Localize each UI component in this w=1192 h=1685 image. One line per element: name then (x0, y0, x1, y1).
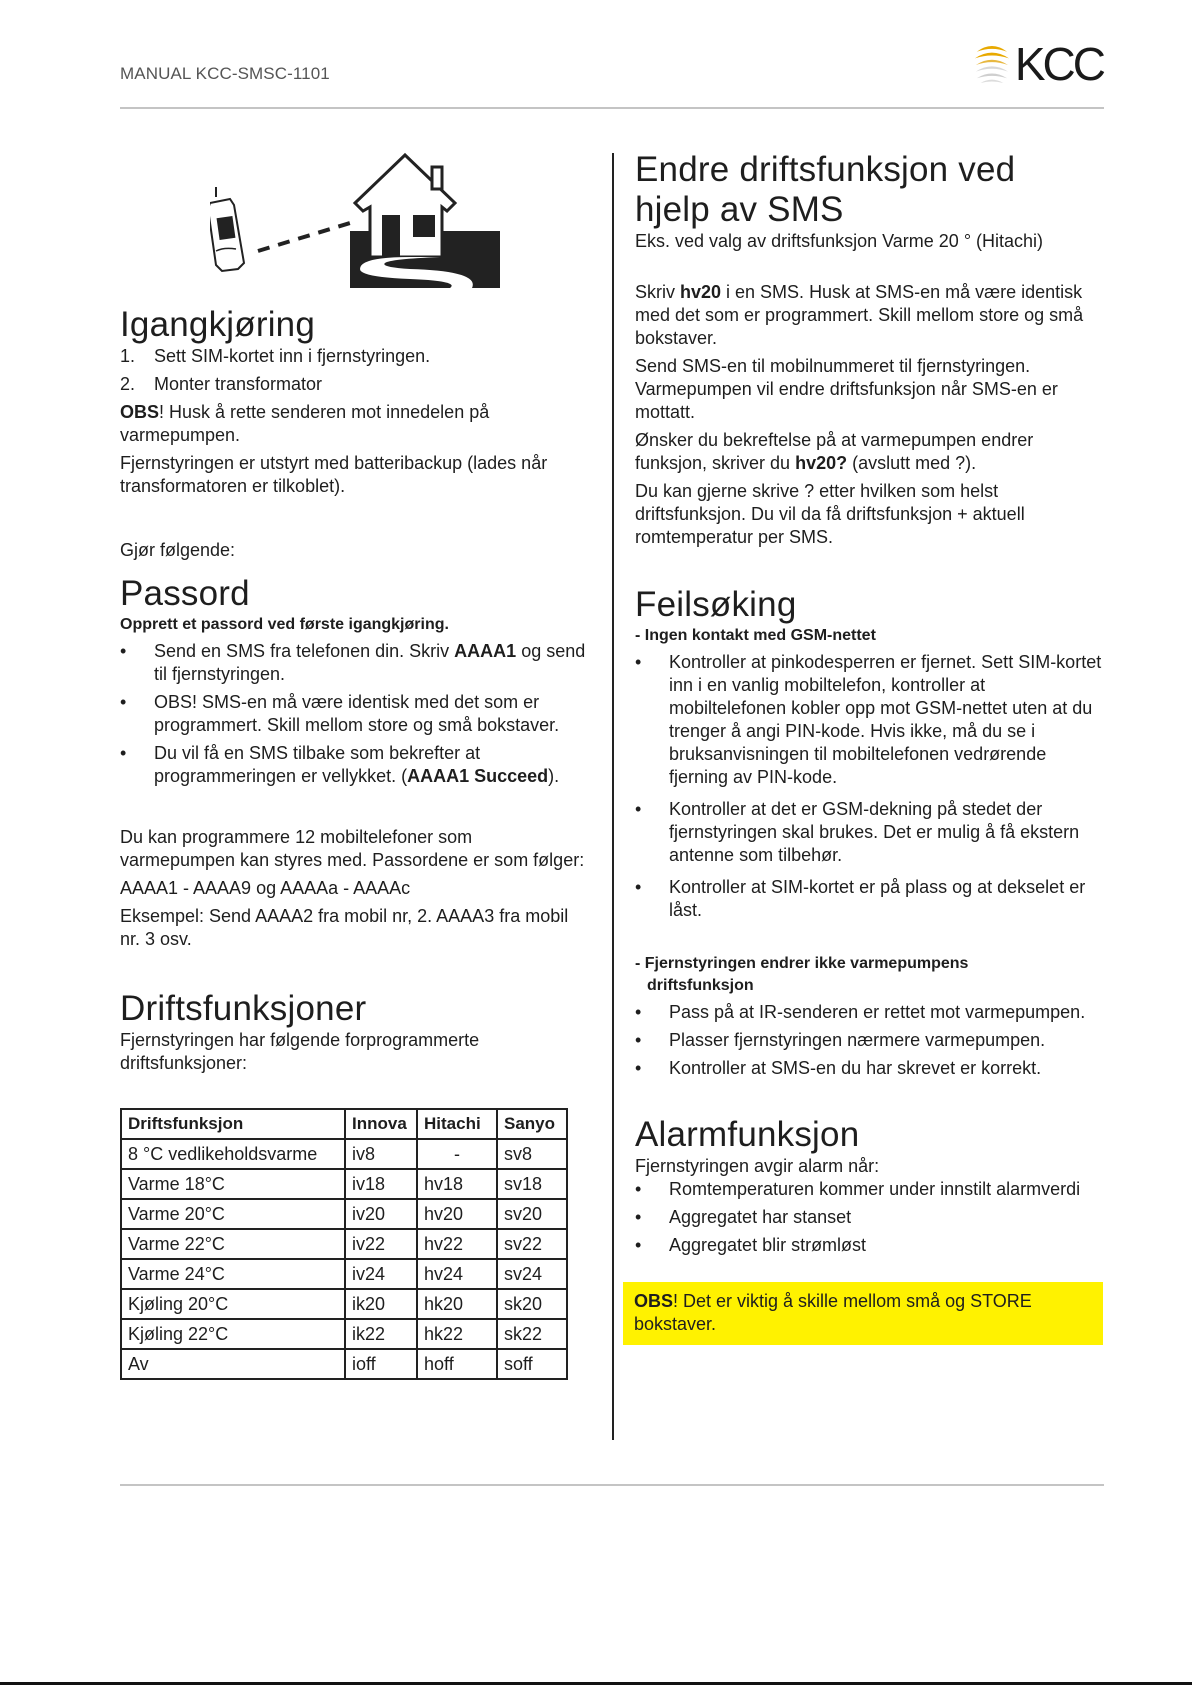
table-cell: sv22 (497, 1229, 567, 1259)
list-item (635, 876, 1105, 922)
troubleshoot-group-1-list (635, 651, 1105, 922)
bold-code: AAAA1 (454, 641, 517, 661)
table-cell: hv20 (417, 1199, 497, 1229)
table-cell: iv22 (345, 1229, 417, 1259)
list-item (635, 1057, 1105, 1080)
bullet-text: Kontroller at SMS-en du har skrevet er korrekt. (669, 1058, 1042, 1078)
endre-paragraph-2: Send SMS-en til mobilnummeret til fjernstyringen. Varmepumpen vil endre driftsfunksjon når SMS-en er mottatt. (635, 356, 1058, 422)
bullet-icon: • (635, 1030, 642, 1050)
table-cell: Kjøling 22°C (121, 1319, 345, 1349)
bullet-icon: • (635, 652, 642, 672)
table-cell: Kjøling 20°C (121, 1289, 345, 1319)
bullet-text: Kontroller at det er GSM-dekning på stedet der fjernstyringen skal brukes. Det er mulig å få ekstern antenne som tilbehør. (669, 799, 1080, 865)
table-cell: iv8 (345, 1139, 417, 1169)
obs-label: OBS (120, 402, 160, 422)
bullet-icon: • (635, 1002, 642, 1022)
table-cell: sv24 (497, 1259, 567, 1289)
list-item (120, 373, 590, 396)
table-cell: soff (497, 1349, 567, 1379)
bullet-icon: • (635, 799, 642, 819)
table-cell: sv18 (497, 1169, 567, 1199)
list-item (635, 651, 1105, 789)
section-title-endre: Endre driftsfunksjon ved hjelp av SMS (635, 150, 1016, 229)
do-following-label: Gjør følgende: (120, 540, 236, 560)
column-header: Hitachi (417, 1109, 497, 1139)
bullet-text: Aggregatet blir strømløst (669, 1235, 867, 1255)
kcc-wave-logo-icon (973, 41, 1011, 87)
step-text: Sett SIM-kortet inn i fjernstyringen. (154, 346, 431, 366)
alarm-intro: Fjernstyringen avgir alarm når: (635, 1156, 880, 1176)
bold-code: AAAA1 Succeed (407, 766, 549, 786)
bullet-text: Romtemperaturen kommer under innstilt alarmverdi (669, 1179, 1081, 1199)
table-cell: sv20 (497, 1199, 567, 1229)
table-cell: 8 °C vedlikeholdsvarme (121, 1139, 345, 1169)
table-cell: sk20 (497, 1289, 567, 1319)
bullet-icon: • (635, 877, 642, 897)
alarm-conditions-list (635, 1178, 1105, 1257)
table-cell: Varme 20°C (121, 1199, 345, 1229)
setup-steps-list (120, 345, 590, 396)
step-text: Monter transformator (154, 374, 323, 394)
operating-modes-table (120, 1108, 568, 1380)
table-row (121, 1199, 567, 1229)
endre-paragraph-4: Du kan gjerne skrive ? etter hvilken som helst driftsfunksjon. Du vil da få driftsfunksjon + aktuell romtemperatur per SMS. (635, 481, 1025, 547)
step-number: 1. (120, 346, 136, 366)
list-item (635, 1206, 1105, 1229)
column-divider (612, 153, 614, 1440)
right-column (635, 150, 1105, 1345)
passord-range: AAAA1 - AAAA9 og AAAAa - AAAAc (120, 878, 411, 898)
bullet-icon: • (120, 743, 127, 763)
bullet-text: ). (548, 766, 560, 786)
table-cell: - (417, 1139, 497, 1169)
step-number: 2. (120, 374, 136, 394)
obs-note (120, 401, 590, 447)
table-row (121, 1349, 567, 1379)
text: Ønsker du bekreftelse på at varmepumpen endrer funksjon, skriver du (635, 430, 1034, 473)
list-item (635, 798, 1105, 867)
table-cell: sk22 (497, 1319, 567, 1349)
list-item (635, 1234, 1105, 1257)
bullet-text: OBS! SMS-en må være identisk med det som er programmert. Skill mellom store og små bokstaver. (154, 692, 560, 735)
list-item (635, 1178, 1105, 1201)
endre-paragraph-3 (635, 429, 1105, 475)
table-row (121, 1229, 567, 1259)
text: (avslutt med ?). (847, 453, 977, 473)
obs-label: OBS (634, 1291, 674, 1311)
bullet-text: Aggregatet har stanset (669, 1207, 852, 1227)
header-rule (120, 107, 1104, 109)
footer-rule (120, 1484, 1104, 1486)
table-cell: hoff (417, 1349, 497, 1379)
table-cell: Varme 22°C (121, 1229, 345, 1259)
driftsfunksjoner-intro: Fjernstyringen har følgende forprogrammerte driftsfunksjoner: (120, 1030, 480, 1073)
table-cell: iv20 (345, 1199, 417, 1229)
document-header-title: MANUAL KCC-SMSC-1101 (120, 64, 330, 83)
troubleshoot-group-1-title: - Ingen kontakt med GSM-nettet (635, 627, 876, 644)
table-cell: hv18 (417, 1169, 497, 1199)
troubleshoot-group-2-title-cont: driftsfunksjon (647, 977, 754, 994)
column-header: Driftsfunksjon (121, 1109, 345, 1139)
bold-code: hv20? (795, 453, 848, 473)
bullet-text: Plasser fjernstyringen nærmere varmepumpen. (669, 1030, 1046, 1050)
table-cell: Varme 18°C (121, 1169, 345, 1199)
table-cell: hk22 (417, 1319, 497, 1349)
bullet-text: Kontroller at pinkodesperren er fjernet. Sett SIM-kortet inn i en vanlig mobiltelefon, kontroller at mobiltelefonen kobler opp mot GSM-nettet uten at du trenger å angi PIN-kode. Hvis ikke, må du se i bruksanvisningen til mobiltelefonen vedrørende fjerning av PIN-kode. (669, 652, 1102, 787)
obs-highlight-box (623, 1282, 1103, 1345)
bullet-text: Pass på at IR-senderen er rettet mot varmepumpen. (669, 1002, 1086, 1022)
list-item (635, 1001, 1105, 1024)
table-cell: hk20 (417, 1289, 497, 1319)
bullet-text: Du vil få en SMS tilbake som bekrefter at programmeringen er vellykket. ( (154, 743, 481, 786)
table-cell: iv24 (345, 1259, 417, 1289)
bullet-icon: • (635, 1058, 642, 1078)
endre-example: Eks. ved valg av driftsfunksjon Varme 20 ° (Hitachi) (635, 231, 1044, 251)
bullet-icon: • (635, 1207, 642, 1227)
bullet-text: Kontroller at SIM-kortet er på plass og at dekselet er låst. (669, 877, 1086, 920)
table-header-row (121, 1109, 567, 1139)
passord-subtitle: Opprett et passord ved første igangkjøring. (120, 616, 449, 633)
endre-paragraph-1 (635, 281, 1105, 350)
troubleshoot-group-2-list (635, 1001, 1105, 1080)
troubleshoot-group-2-title: - Fjernstyringen endrer ikke varmepumpens (635, 955, 969, 972)
table-row (121, 1169, 567, 1199)
table-row (121, 1139, 567, 1169)
text: Skriv (635, 282, 680, 302)
bullet-icon: • (635, 1179, 642, 1199)
bold-code: hv20 (680, 282, 722, 302)
passord-example: Eksempel: Send AAAA2 fra mobil nr, 2. AAAA3 fra mobil nr. 3 osv. (120, 906, 569, 949)
table-cell: Av (121, 1349, 345, 1379)
obs-text: ! Det er viktig å skille mellom små og STORE bokstaver. (634, 1291, 1032, 1334)
section-title-driftsfunksjoner: Driftsfunksjoner (120, 989, 367, 1028)
list-item (120, 640, 590, 686)
table-cell: ik20 (345, 1289, 417, 1319)
table-row (121, 1319, 567, 1349)
section-title-feilsoking: Feilsøking (635, 585, 797, 624)
table-cell: ioff (345, 1349, 417, 1379)
table-row (121, 1259, 567, 1289)
section-title-passord: Passord (120, 574, 250, 613)
list-item (120, 742, 590, 788)
bullet-icon: • (120, 692, 127, 712)
passord-bullets (120, 640, 590, 788)
section-title-igangkjoring: Igangkjøring (120, 305, 316, 344)
table-cell: hv22 (417, 1229, 497, 1259)
bullet-text: og send til fjernstyringen. (154, 641, 586, 684)
table-cell: sv8 (497, 1139, 567, 1169)
text: i en SMS. Husk at SMS-en må være identisk med det som er programmert. Skill mellom store og små bokstaver. (635, 282, 1084, 348)
passord-info: Du kan programmere 12 mobiltelefoner som varmepumpen kan styres med. Passordene er som følger: (120, 827, 585, 870)
battery-note: Fjernstyringen er utstyrt med batteribackup (lades når transformatoren er tilkoblet). (120, 453, 548, 496)
list-item (635, 1029, 1105, 1052)
kcc-logo (973, 40, 1103, 88)
list-item (120, 691, 590, 737)
left-column (120, 140, 590, 1380)
table-row (121, 1289, 567, 1319)
table-cell: hv24 (417, 1259, 497, 1289)
list-item (120, 345, 590, 368)
bullet-icon: • (120, 641, 127, 661)
column-header: Innova (345, 1109, 417, 1139)
section-title-alarm: Alarmfunksjon (635, 1115, 860, 1154)
bullet-text: Send en SMS fra telefonen din. Skriv (154, 641, 455, 661)
table-cell: iv18 (345, 1169, 417, 1199)
table-cell: Varme 24°C (121, 1259, 345, 1289)
bullet-icon: • (635, 1235, 642, 1255)
obs-text: ! Husk å rette senderen mot innedelen på varmepumpen. (120, 402, 490, 445)
column-header: Sanyo (497, 1109, 567, 1139)
table-cell: ik22 (345, 1319, 417, 1349)
logo-text: KCC (1014, 38, 1103, 90)
